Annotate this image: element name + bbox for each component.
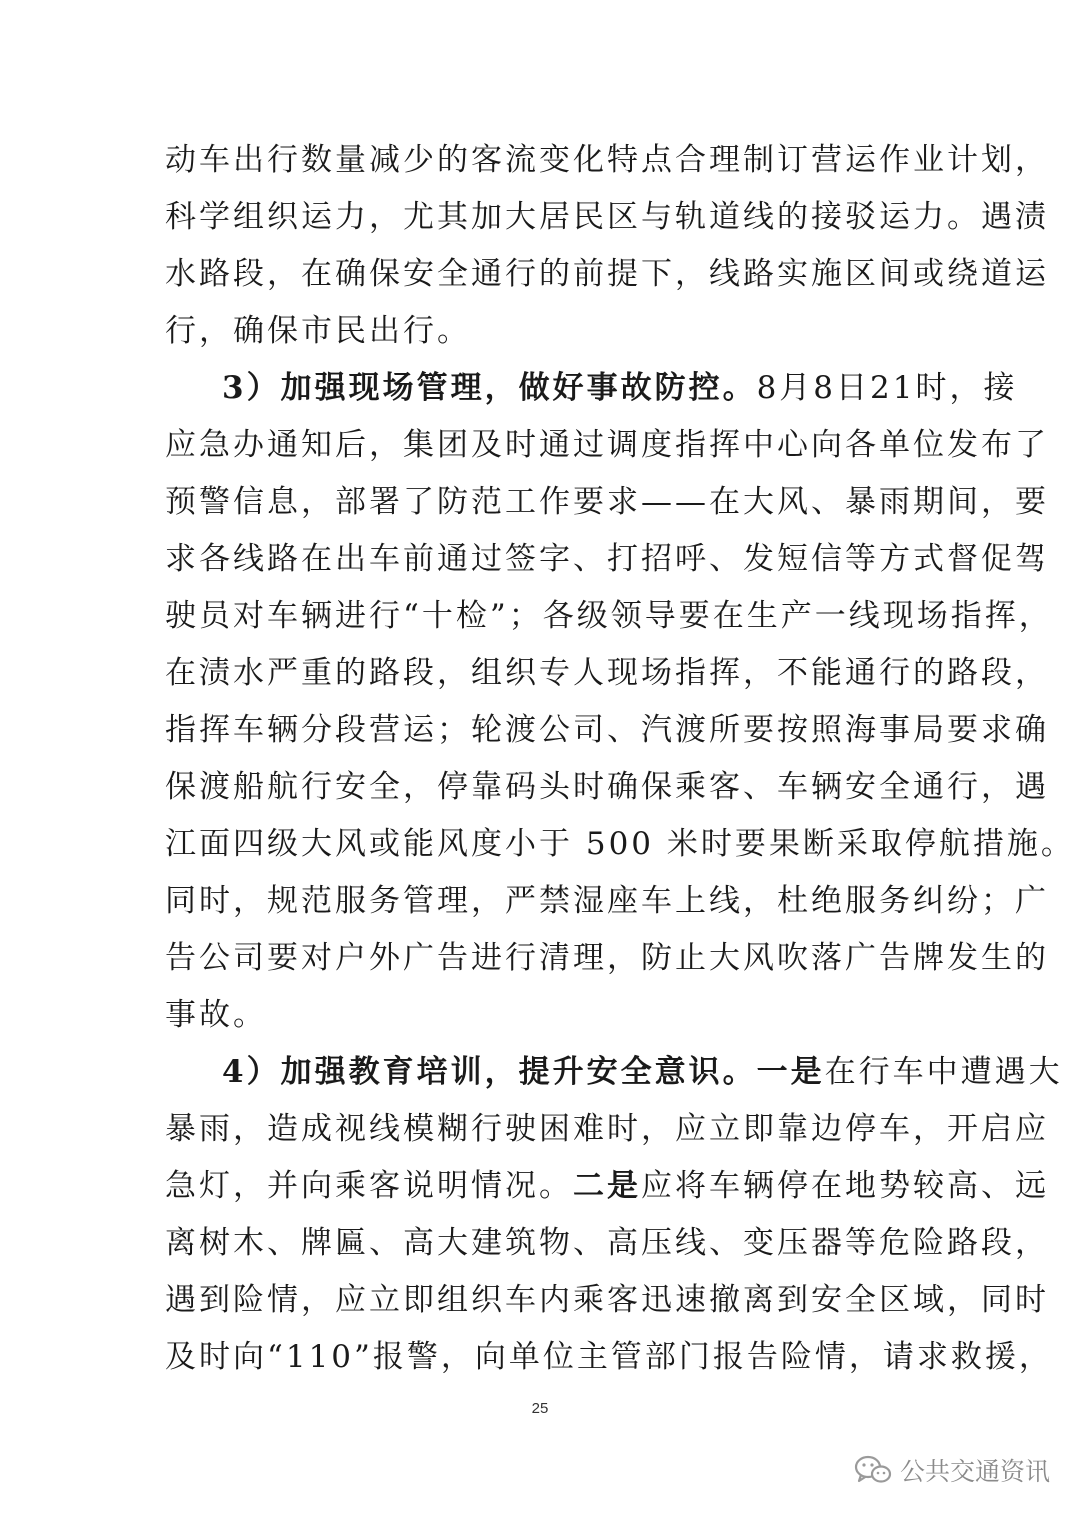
page-number: 25 bbox=[531, 1400, 549, 1417]
paragraph-line: 指挥车辆分段营运；轮渡公司、汽渡所要按照海事局要求确 bbox=[165, 712, 1049, 748]
paragraph-line: 暴雨，造成视线模糊行驶困难时，应立即靠边停车，开启应 bbox=[165, 1111, 1049, 1147]
section-4-point-one-label: 一是 bbox=[756, 1054, 825, 1090]
paragraph-line: 在渍水严重的路段，组织专人现场指挥，不能通行的路段， bbox=[165, 655, 1049, 691]
paragraph-line: 动车出行数量减少的客流变化特点合理制订营运作业计划， bbox=[165, 142, 1049, 178]
paragraph-line: 行，确保市民出行。 bbox=[165, 313, 471, 349]
section-3-first-line bbox=[222, 368, 1018, 408]
section-4-point-two-label: 二是 bbox=[573, 1168, 641, 1204]
section-4-heading: 4）加强教育培训，提升安全意识。 bbox=[222, 1054, 757, 1090]
paragraph-line: 应急办通知后，集团及时通过调度指挥中心向各单位发布了 bbox=[165, 427, 1049, 463]
paragraph-line: 同时，规范服务管理，严禁湿座车上线，杜绝服务纠纷；广 bbox=[165, 883, 1049, 919]
paragraph-line: 及时向“110”报警，向单位主管部门报告险情，请求救援， bbox=[165, 1339, 1053, 1375]
section-4-third-line-start: 急灯，并向乘客说明情况。 bbox=[165, 1168, 573, 1204]
paragraph-line: 告公司要对户外广告进行清理，防止大风吹落广告牌发生的 bbox=[165, 940, 1049, 976]
wechat-icon bbox=[854, 1454, 892, 1486]
section-4-first-line bbox=[222, 1052, 1063, 1092]
section-3-first-line-text: 8月8日21时，接 bbox=[756, 370, 1018, 406]
section-3-heading: 3）加强现场管理，做好事故防控。 bbox=[222, 370, 757, 406]
account-watermark bbox=[854, 1452, 1050, 1488]
section-4-third-line bbox=[165, 1166, 1049, 1206]
paragraph-line: 预警信息，部署了防范工作要求——在大风、暴雨期间，要 bbox=[165, 484, 1049, 520]
paragraph-line: 事故。 bbox=[165, 997, 267, 1033]
section-4-third-line-rest: 应将车辆停在地势较高、远 bbox=[641, 1168, 1049, 1204]
paragraph-line: 科学组织运力，尤其加大居民区与轨道线的接驳运力。遇渍 bbox=[165, 199, 1049, 235]
paragraph-line: 水路段，在确保安全通行的前提下，线路实施区间或绕道运 bbox=[165, 256, 1049, 292]
paragraph-line: 离树木、牌匾、高大建筑物、高压线、变压器等危险路段， bbox=[165, 1225, 1049, 1261]
paragraph-line: 求各线路在出车前通过签字、打招呼、发短信等方式督促驾 bbox=[165, 541, 1049, 577]
paragraph-line: 遇到险情，应立即组织车内乘客迅速撤离到安全区域，同时 bbox=[165, 1282, 1049, 1318]
section-4-first-line-text: 在行车中遭遇大 bbox=[824, 1054, 1063, 1090]
watermark-text: 公共交通资讯 bbox=[899, 1457, 1050, 1486]
paragraph-line: 保渡船航行安全，停靠码头时确保乘客、车辆安全通行，遇 bbox=[165, 769, 1049, 805]
paragraph-line: 江面四级大风或能风度小于 500 米时要果断采取停航措施。 bbox=[165, 826, 1075, 862]
paragraph-line: 驶员对车辆进行“十检”；各级领导要在生产一线现场指挥， bbox=[165, 598, 1053, 634]
